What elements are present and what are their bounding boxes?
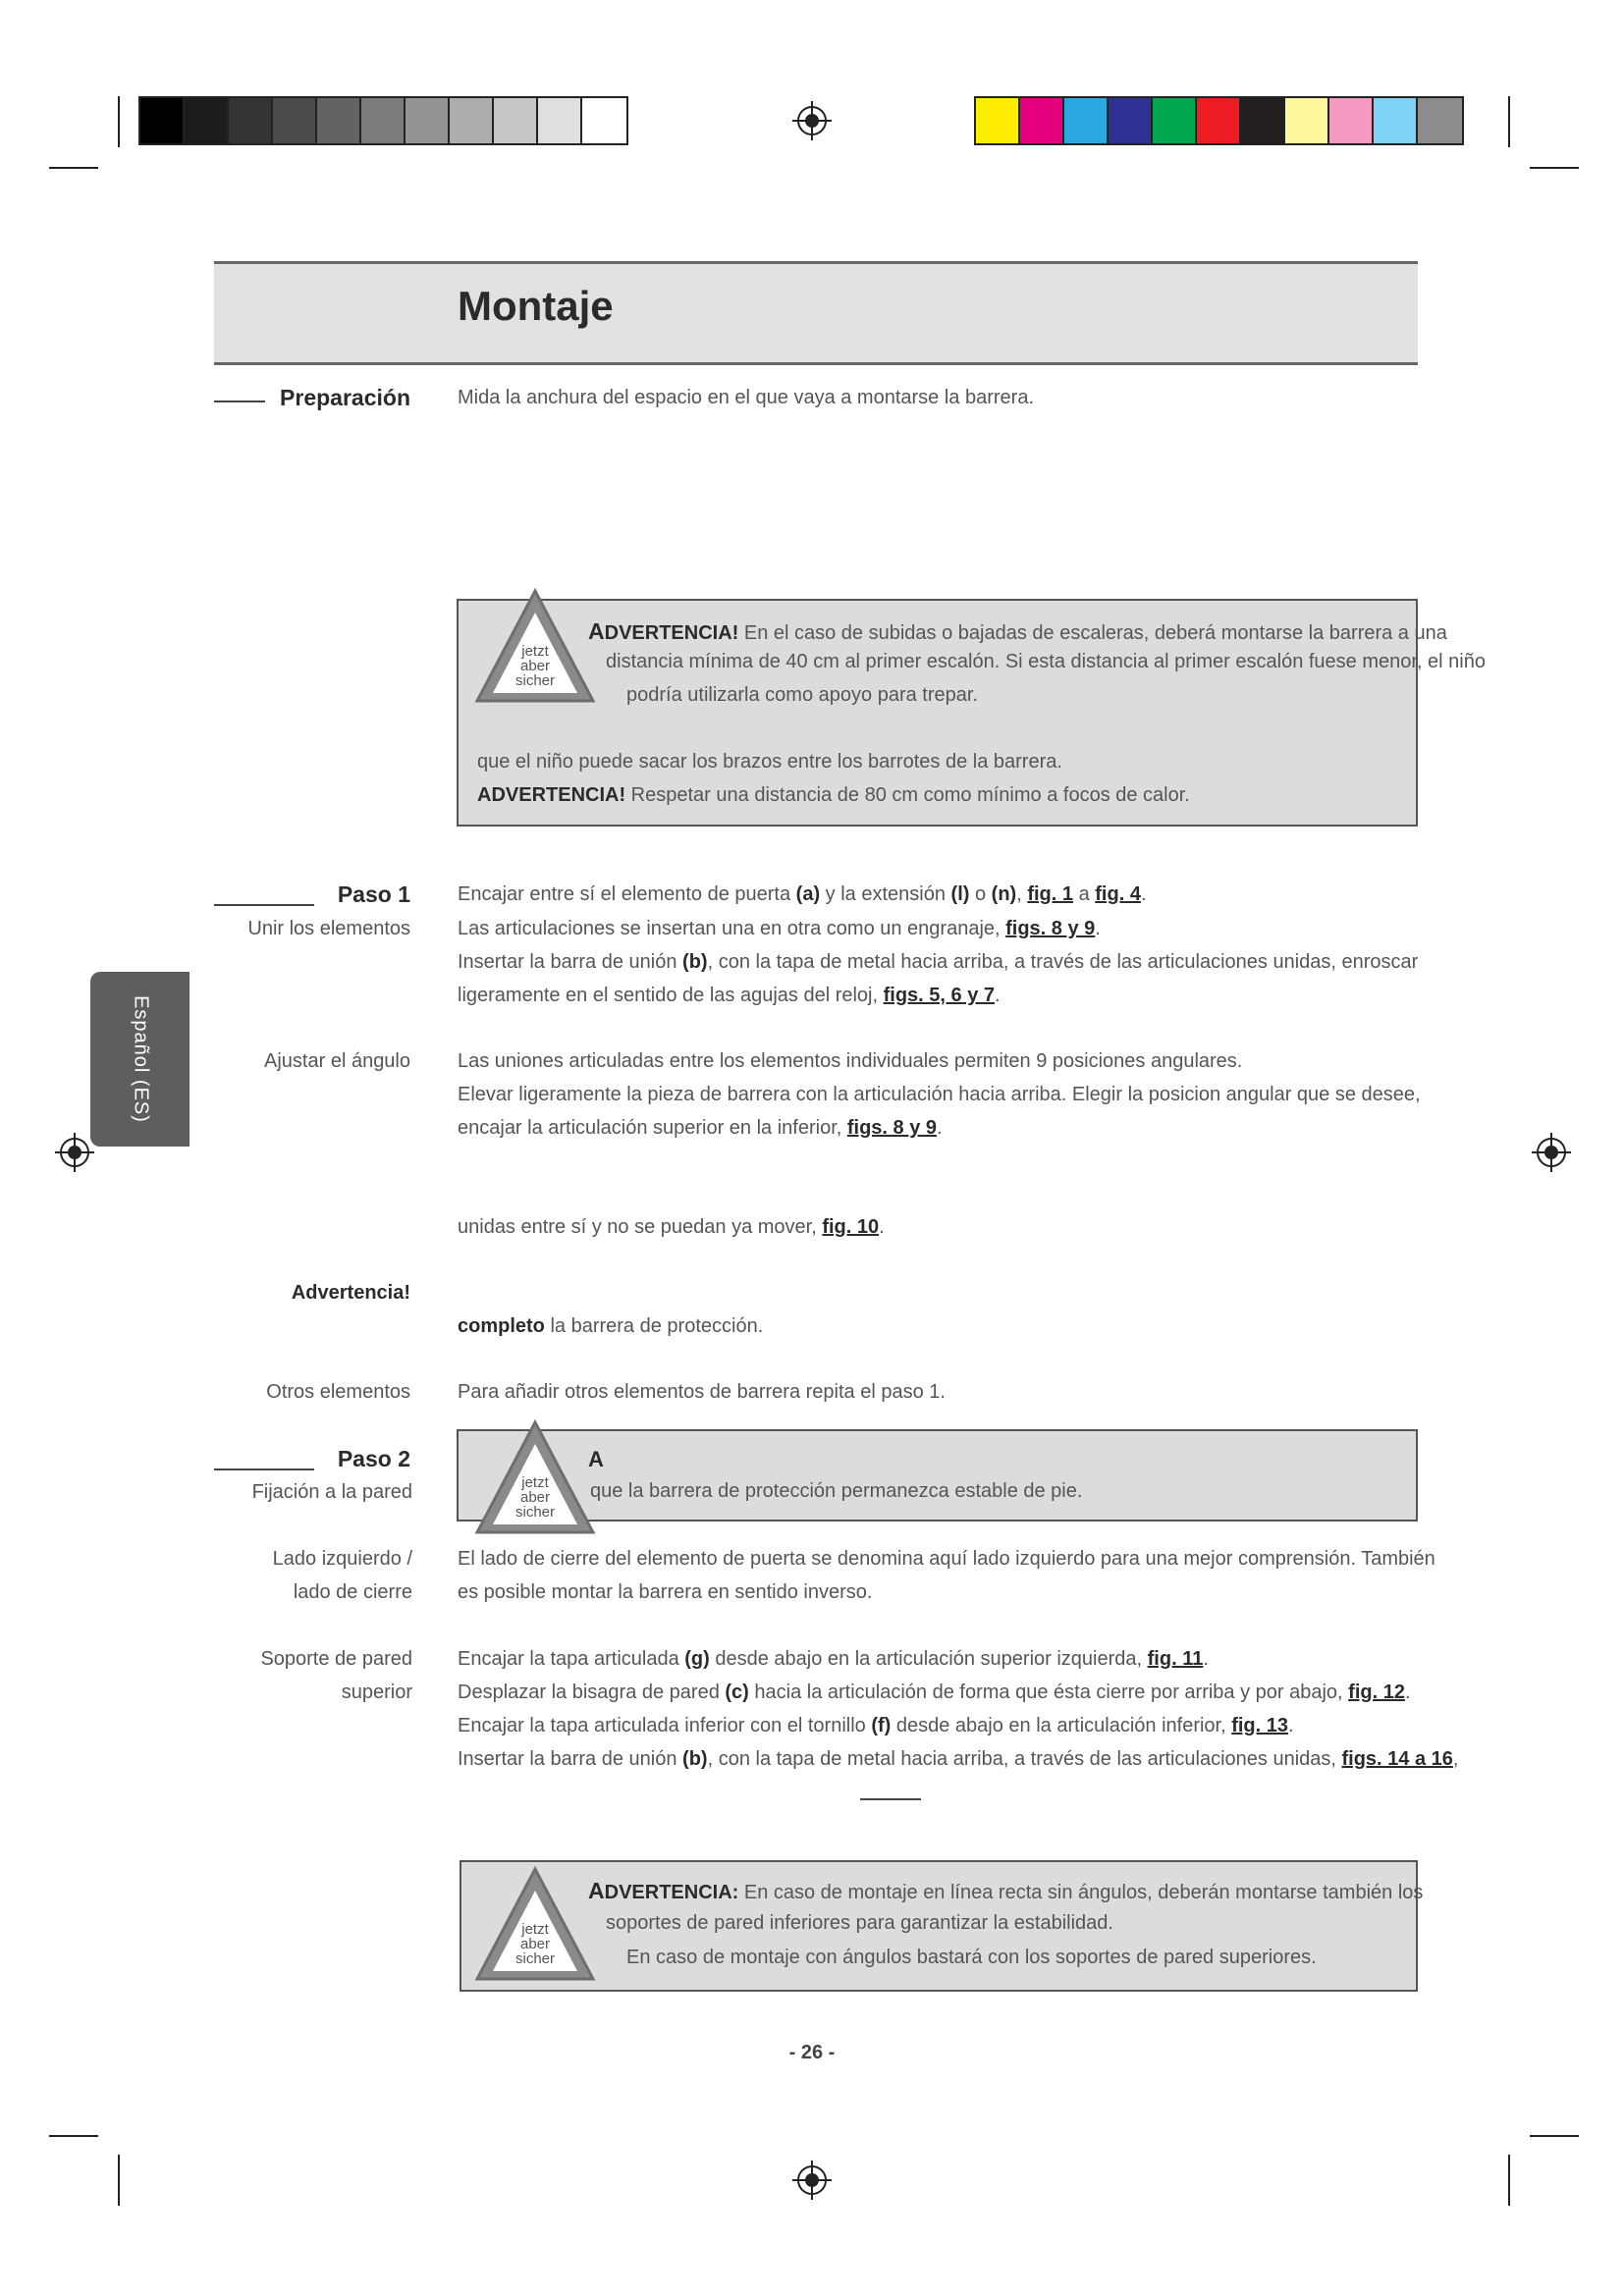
svg-text:aber: aber xyxy=(519,1489,551,1506)
soporte-l3b: (f) xyxy=(871,1715,892,1736)
soporte-l3c: desde abajo en la articulación inferior, xyxy=(891,1715,1232,1736)
paso1-l1i: a xyxy=(1073,883,1096,905)
fig-12-link[interactable]: fig. 12 xyxy=(1348,1682,1405,1703)
ajustar-line2: Elevar ligeramente la pieza de barrera con la articulación hacia arriba. Elegir la posicion angular que se desee, xyxy=(458,1084,1421,1105)
svg-text:jetzt: jetzt xyxy=(521,643,549,660)
svg-text:jetzt: jetzt xyxy=(521,1921,549,1938)
sublabel-lado-1: Lado izquierdo / xyxy=(272,1548,412,1570)
color-swatch xyxy=(1285,98,1329,143)
soporte-line1 xyxy=(458,1648,1209,1671)
sublabel-lado-2: lado de cierre xyxy=(293,1581,412,1603)
paso1-l3c: , con la tapa de metal hacia arriba, a través de las articulaciones unidas, enroscar xyxy=(707,951,1419,973)
svg-text:aber: aber xyxy=(519,1936,551,1952)
preparacion-text: Mida la anchura del espacio en el que vaya a montarse la barrera. xyxy=(458,387,1035,408)
paso1-l1k: . xyxy=(1140,883,1147,905)
crop-mark xyxy=(118,96,120,147)
warning1-line5 xyxy=(477,784,1190,807)
warning1-text1: En el caso de subidas o bajadas de escaleras, deberá montarse la barrera a una xyxy=(738,622,1447,644)
warning1-line5-text: Respetar una distancia de 80 cm como mínimo a focos de calor. xyxy=(625,784,1190,806)
fig-4-link[interactable]: fig. 4 xyxy=(1095,883,1141,905)
ajustar-l4a: unidas entre sí y no se puedan ya mover, xyxy=(458,1216,823,1238)
color-swatch xyxy=(1020,98,1064,143)
ajustar-line4 xyxy=(458,1216,885,1239)
otros-line: Para añadir otros elementos de barrera repita el paso 1. xyxy=(458,1381,946,1403)
figs-14-16-link[interactable]: figs. 14 a 16 xyxy=(1341,1748,1453,1770)
warning2-line: que la barrera de protección permanezca estable de pie. xyxy=(590,1480,1083,1502)
lado-line1: El lado de cierre del elemento de puerta se denomina aquí lado izquierdo para una mejor comprensión. También xyxy=(458,1548,1435,1570)
sublabel-otros: Otros elementos xyxy=(266,1381,410,1403)
paso1-l3b: (b) xyxy=(682,951,708,973)
warning3-line1 xyxy=(588,1878,1423,1904)
advertencia-text: la barrera de protección. xyxy=(544,1315,764,1337)
warning2-letter: A xyxy=(588,1447,604,1471)
svg-text:sicher: sicher xyxy=(514,1950,556,1967)
color-swatch xyxy=(361,98,406,143)
paso1-l1b: (a) xyxy=(795,883,821,905)
color-swatch xyxy=(273,98,317,143)
paso1-l4a: ligeramente en el sentido de las agujas del reloj, xyxy=(458,985,884,1006)
warning3-line3: En caso de montaje con ángulos bastará con los soportes de pared superiores. xyxy=(626,1947,1317,1968)
page-title: Montaje xyxy=(458,283,614,329)
ajustar-line1: Las uniones articuladas entre los elementos individuales permiten 9 posiciones angulares. xyxy=(458,1050,1243,1072)
registration-mark-icon xyxy=(792,101,832,140)
fig-10-link[interactable]: fig. 10 xyxy=(822,1216,880,1238)
color-swatch xyxy=(1418,98,1462,143)
figs-5-6-7-link[interactable]: figs. 5, 6 y 7 xyxy=(883,985,995,1006)
sublabel-ajustar: Ajustar el ángulo xyxy=(264,1050,410,1072)
color-swatch xyxy=(185,98,229,143)
color-swatch xyxy=(450,98,494,143)
paso1-line4 xyxy=(458,985,1001,1007)
color-calibration-bar xyxy=(974,96,1464,145)
registration-mark-icon xyxy=(55,1133,94,1172)
paso1-l2c: . xyxy=(1095,918,1101,939)
svg-text:sicher: sicher xyxy=(514,1504,556,1521)
warning3-lead: DVERTENCIA: xyxy=(604,1882,739,1903)
svg-text:jetzt: jetzt xyxy=(521,1474,549,1491)
color-swatch xyxy=(538,98,582,143)
lado-line2: es posible montar la barrera en sentido inverso. xyxy=(458,1581,873,1603)
soporte-l1e: . xyxy=(1203,1648,1209,1670)
paso1-l1e: o xyxy=(969,883,992,905)
warning1-lead-letter: A xyxy=(588,618,605,644)
registration-mark-icon xyxy=(792,2161,832,2200)
paso1-l1f: (n) xyxy=(991,883,1017,905)
paso1-l1c: y la extensión xyxy=(820,883,951,905)
soporte-l2e: . xyxy=(1404,1682,1411,1703)
section-header-band xyxy=(214,261,1418,365)
sublabel-fijacion: Fijación a la pared xyxy=(251,1481,412,1503)
sublabel-soporte-2: superior xyxy=(341,1682,412,1703)
paso1-l1a: Encajar entre sí el elemento de puerta xyxy=(458,883,796,905)
figs-8-9-link[interactable]: figs. 8 y 9 xyxy=(1005,918,1096,939)
warning3-lead-letter: A xyxy=(588,1878,605,1903)
soporte-l4b: (b) xyxy=(682,1748,708,1770)
soporte-line2 xyxy=(458,1682,1411,1704)
sublabel-advertencia: Advertencia! xyxy=(291,1282,410,1304)
color-swatch xyxy=(406,98,450,143)
color-swatch xyxy=(1109,98,1153,143)
soporte-l2b: (c) xyxy=(725,1682,749,1703)
warning-triangle-icon xyxy=(471,1863,599,1985)
color-swatch xyxy=(140,98,185,143)
fig-13-link[interactable]: fig. 13 xyxy=(1231,1715,1289,1736)
soporte-l4a: Insertar la barra de unión xyxy=(458,1748,683,1770)
color-swatch xyxy=(976,98,1020,143)
soporte-l1a: Encajar la tapa articulada xyxy=(458,1648,685,1670)
soporte-l1c: desde abajo en la articulación superior izquierda, xyxy=(709,1648,1148,1670)
sublabel-unir: Unir los elementos xyxy=(247,918,410,939)
color-swatch xyxy=(1329,98,1374,143)
crop-mark xyxy=(1508,96,1510,147)
figs-8-9-link-2[interactable]: figs. 8 y 9 xyxy=(846,1117,938,1139)
warning1-line1 xyxy=(588,618,1447,645)
warning-triangle-icon xyxy=(471,585,599,707)
soporte-line3 xyxy=(458,1715,1294,1737)
color-swatch xyxy=(1241,98,1285,143)
color-swatch xyxy=(494,98,538,143)
advertencia-line xyxy=(458,1315,763,1338)
soporte-l2c: hacia la articulación de forma que ésta cierre por arriba y por abajo, xyxy=(748,1682,1349,1703)
color-swatch xyxy=(582,98,626,143)
paso1-l1d: (l) xyxy=(950,883,970,905)
short-rule xyxy=(860,1798,921,1800)
warning3-text1: En caso de montaje en línea recta sin ángulos, deberán montarse también los xyxy=(738,1882,1424,1903)
soporte-line4 xyxy=(458,1748,1458,1771)
registration-mark-icon xyxy=(1532,1133,1571,1172)
warning1-line3: podría utilizarla como apoyo para trepar. xyxy=(626,684,978,706)
soporte-l3a: Encajar la tapa articulada inferior con el tornillo xyxy=(458,1715,872,1736)
ajustar-l3c: . xyxy=(937,1117,943,1139)
crop-mark xyxy=(1530,2135,1579,2137)
fig-1-link[interactable]: fig. 1 xyxy=(1027,883,1074,905)
paso1-l4c: . xyxy=(995,985,1001,1006)
soporte-l2a: Desplazar la bisagra de pared xyxy=(458,1682,726,1703)
section-label-preparacion: Preparación xyxy=(280,385,410,410)
section-label-paso1: Paso 1 xyxy=(337,881,410,907)
advertencia-bold: completo xyxy=(458,1315,545,1337)
ajustar-l4c: . xyxy=(879,1216,885,1238)
soporte-l4c: , con la tapa de metal hacia arriba, a través de las articulaciones unidas, xyxy=(707,1748,1342,1770)
svg-text:sicher: sicher xyxy=(514,672,556,689)
soporte-l4e: , xyxy=(1452,1748,1459,1770)
color-swatch xyxy=(317,98,361,143)
warning1-line5-bold: ADVERTENCIA! xyxy=(477,784,626,806)
page-number: - 26 - xyxy=(788,2042,836,2063)
warning1-line4: que el niño puede sacar los brazos entre los barrotes de la barrera. xyxy=(477,751,1062,773)
sublabel-soporte-1: Soporte de pared xyxy=(260,1648,412,1670)
section-label-paso2: Paso 2 xyxy=(337,1446,410,1471)
paso1-line1 xyxy=(458,883,1147,906)
soporte-l3e: . xyxy=(1288,1715,1294,1736)
crop-mark xyxy=(1530,167,1579,169)
ajustar-l3a: encajar la articulación superior en la inferior, xyxy=(458,1117,847,1139)
warning1-line2: distancia mínima de 40 cm al primer escalón. Si esta distancia al primer escalón fuese menor, el niño xyxy=(606,651,1486,672)
color-swatch xyxy=(229,98,273,143)
grayscale-calibration-bar xyxy=(138,96,628,145)
paso1-line3 xyxy=(458,951,1418,974)
paso1-l2a: Las articulaciones se insertan una en otra como un engranaje, xyxy=(458,918,1006,939)
fig-11-link[interactable]: fig. 11 xyxy=(1147,1648,1204,1670)
paso1-l3a: Insertar la barra de unión xyxy=(458,951,683,973)
language-tab-label: Español (ES) xyxy=(130,995,151,1123)
soporte-l1b: (g) xyxy=(684,1648,710,1670)
paso1-line2 xyxy=(458,918,1101,940)
ajustar-line3 xyxy=(458,1117,943,1140)
color-swatch xyxy=(1374,98,1418,143)
warning1-lead: DVERTENCIA! xyxy=(604,622,739,644)
crop-mark xyxy=(49,167,98,169)
paso1-l1g: , xyxy=(1016,883,1028,905)
color-swatch xyxy=(1153,98,1197,143)
crop-mark xyxy=(1508,2155,1510,2206)
warning3-line2: soportes de pared inferiores para garantizar la estabilidad. xyxy=(606,1912,1113,1934)
warning-triangle-icon xyxy=(471,1416,599,1538)
color-swatch xyxy=(1064,98,1109,143)
crop-mark xyxy=(118,2155,120,2206)
color-swatch xyxy=(1197,98,1241,143)
svg-text:aber: aber xyxy=(519,658,551,674)
warning-box-stable xyxy=(457,1429,1418,1522)
crop-mark xyxy=(49,2135,98,2137)
